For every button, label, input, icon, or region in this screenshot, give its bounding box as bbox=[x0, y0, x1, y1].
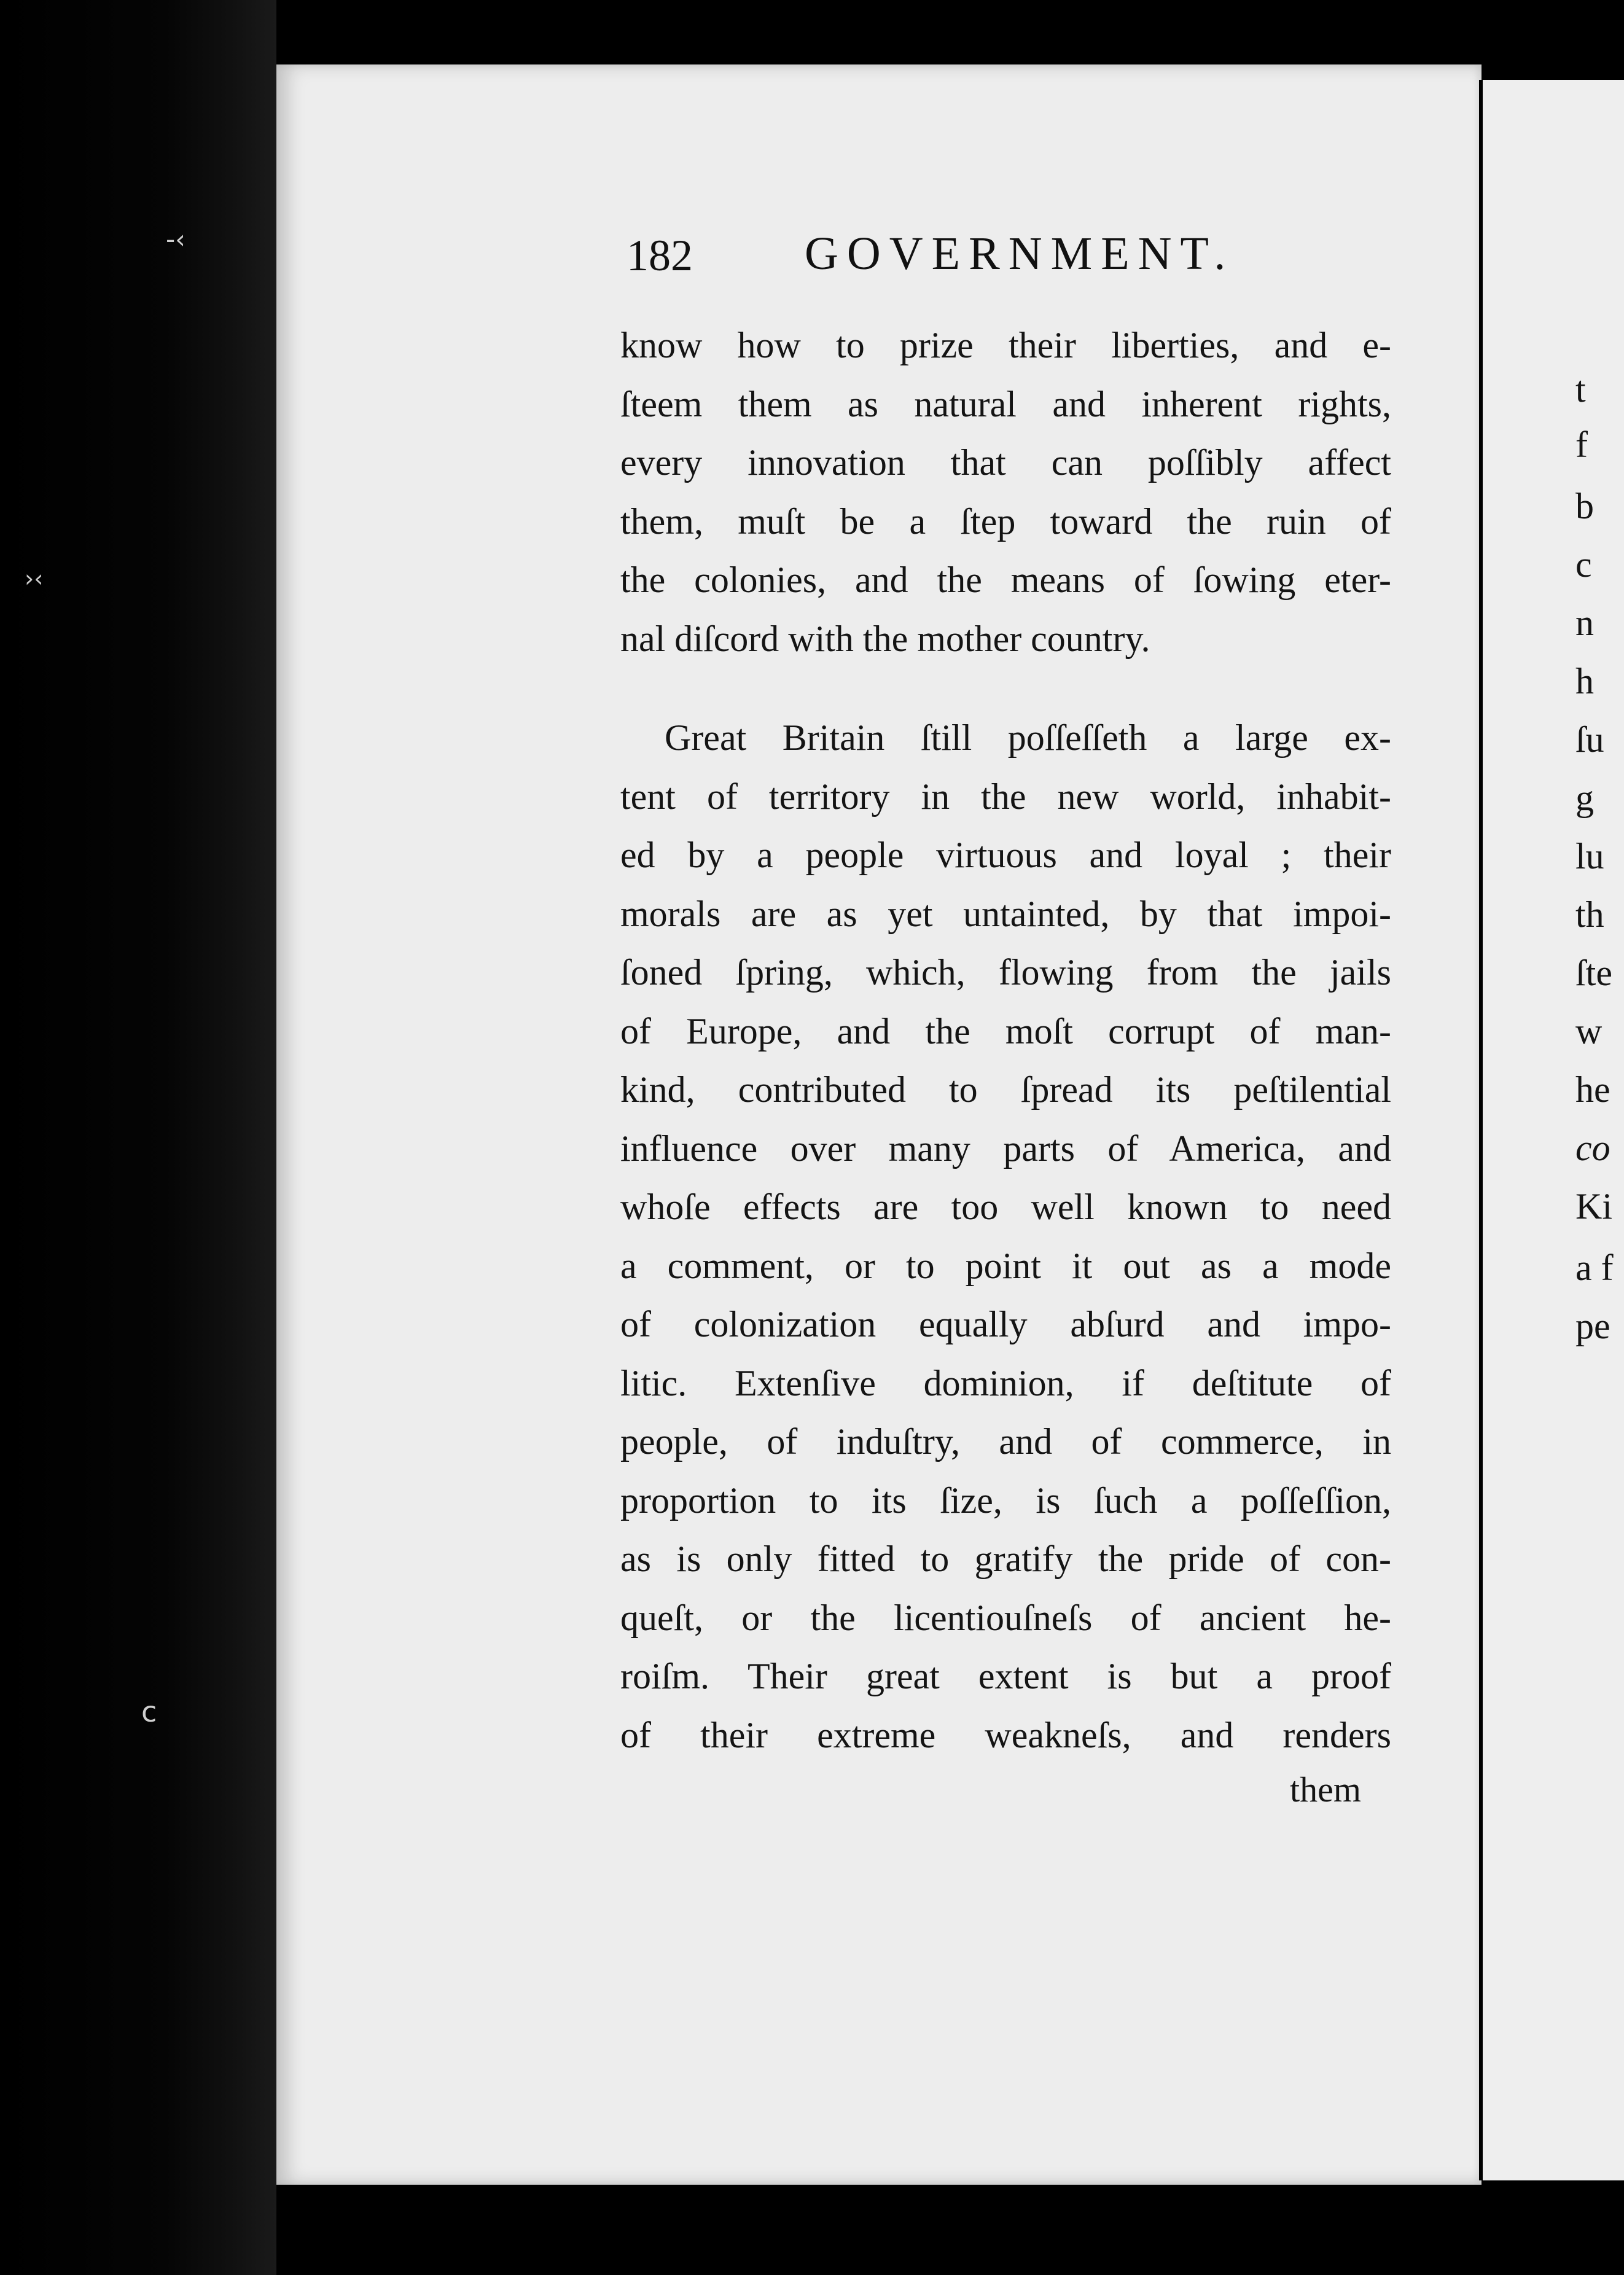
catchword: them bbox=[1290, 1770, 1361, 1809]
text-line: roiſm. Their great extent is but a proof bbox=[620, 1656, 1391, 1696]
right-page-fragment: f bbox=[1575, 424, 1588, 465]
text-line: of colonization equally abſurd and impo- bbox=[620, 1304, 1391, 1344]
running-title: GOVERNMENT. bbox=[805, 228, 1235, 279]
text-line: nal diſcord with the mother country. bbox=[620, 618, 1150, 659]
edge-mark: c bbox=[141, 1695, 157, 1728]
right-page-fragment: co bbox=[1575, 1128, 1610, 1168]
text-line: litic. Extenſive dominion, if deſtitute of bbox=[620, 1362, 1391, 1403]
right-page-fragment: w bbox=[1575, 1011, 1603, 1052]
text-line: whoſe effects are too well known to need bbox=[620, 1187, 1391, 1227]
text-line: morals are as yet untainted, by that impoi- bbox=[620, 893, 1391, 934]
text-line: ſteem them as natural and inherent rights, bbox=[620, 383, 1391, 424]
text-line: queſt, or the licentiouſneſs of ancient he- bbox=[620, 1597, 1391, 1638]
right-page-fragment: t bbox=[1575, 369, 1586, 410]
text-line: every innovation that can poſſibly affect bbox=[620, 442, 1391, 483]
right-page-fragment: a f bbox=[1575, 1247, 1614, 1288]
text-line: proportion to its ſize, is ſuch a poſſeſſion, bbox=[620, 1480, 1391, 1521]
right-page-fragment: ſu bbox=[1575, 719, 1604, 760]
text-line: people, of induſtry, and of commerce, in bbox=[620, 1421, 1391, 1462]
right-page-fragment: he bbox=[1575, 1069, 1610, 1110]
right-page-fragment: lu bbox=[1575, 836, 1604, 876]
edge-mark: ›‹ bbox=[25, 565, 44, 592]
edge-mark: -‹ bbox=[166, 224, 185, 254]
right-page-fragment: n bbox=[1575, 603, 1594, 643]
text-line: ſoned ſpring, which, flowing from the jails bbox=[620, 952, 1391, 993]
text-line: them, muſt be a ſtep toward the ruin of bbox=[620, 501, 1391, 542]
right-page-fragment: th bbox=[1575, 894, 1604, 935]
text-line: Great Britain ſtill poſſeſſeth a large ex- bbox=[665, 717, 1391, 758]
right-page-fragment: b bbox=[1575, 486, 1594, 526]
right-page-fragment: c bbox=[1575, 544, 1592, 585]
right-page-fragment: h bbox=[1575, 661, 1594, 701]
right-page-fragment: pe bbox=[1575, 1306, 1610, 1346]
body-text bbox=[620, 316, 1391, 1765]
text-line: ed by a people virtuous and loyal ; their bbox=[620, 835, 1391, 875]
page-number: 182 bbox=[627, 231, 693, 280]
text-line: influence over many parts of America, and bbox=[620, 1128, 1391, 1169]
text-line: know how to prize their liberties, and e- bbox=[620, 325, 1391, 365]
right-page-fragment: g bbox=[1575, 778, 1594, 818]
right-page-fragment: ſte bbox=[1575, 953, 1612, 993]
right-page-fragment: Ki bbox=[1575, 1186, 1612, 1227]
text-line: of their extreme weakneſs, and renders bbox=[620, 1714, 1391, 1755]
book-edge bbox=[0, 0, 276, 2275]
text-line: tent of territory in the new world, inhabit- bbox=[620, 776, 1391, 817]
text-line: a comment, or to point it out as a mode bbox=[620, 1245, 1391, 1286]
text-line: as is only fitted to gratify the pride of con- bbox=[620, 1539, 1391, 1579]
text-line: kind, contributed to ſpread its peſtilential bbox=[620, 1069, 1391, 1110]
text-line: of Europe, and the moſt corrupt of man- bbox=[620, 1010, 1391, 1052]
text-line: the colonies, and the means of ſowing eter- bbox=[620, 560, 1391, 600]
